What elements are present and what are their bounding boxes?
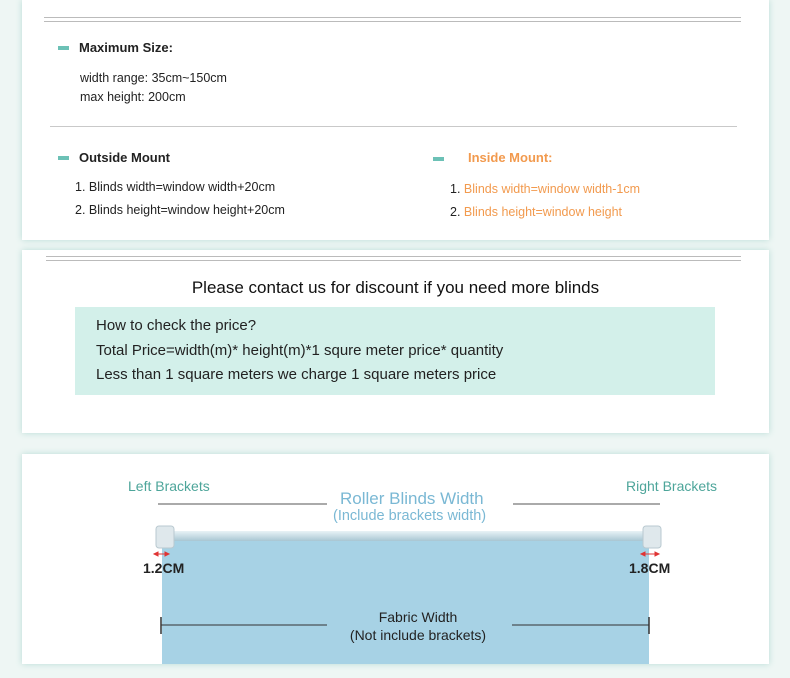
max-size-heading: Maximum Size: bbox=[79, 40, 173, 55]
item-text: Blinds width=window width+20cm bbox=[88, 180, 276, 194]
item-number: 2. bbox=[75, 203, 86, 217]
top-divider bbox=[46, 256, 741, 261]
item-number: 1. bbox=[75, 180, 86, 194]
width-range-text: width range: 35cm~150cm bbox=[80, 71, 227, 85]
item-text: Blinds width=window width-1cm bbox=[463, 182, 641, 196]
right-brackets-label: Right Brackets bbox=[626, 478, 718, 494]
discount-title: Please contact us for discount if you need more blinds bbox=[191, 278, 600, 297]
roller-width-note: (Include brackets width) bbox=[333, 508, 487, 524]
section-divider bbox=[50, 126, 737, 127]
right-gap-arrow bbox=[641, 552, 659, 556]
item-number: 1. bbox=[450, 182, 461, 196]
bullet-dash-icon bbox=[58, 46, 69, 50]
bullet-dash-icon bbox=[433, 157, 444, 161]
item-text: Blinds height=window height+20cm bbox=[88, 203, 285, 217]
price-info-line: Less than 1 square meters we charge 1 square meters price bbox=[96, 366, 497, 383]
roller-tube bbox=[156, 531, 661, 541]
inside-mount-heading: Inside Mount: bbox=[468, 150, 553, 165]
right-bracket bbox=[643, 526, 661, 548]
price-info-line: Total Price=width(m)* height(m)*1 squre meter price* quantity bbox=[96, 342, 504, 359]
left-brackets-label: Left Brackets bbox=[128, 478, 210, 494]
left-gap-label: 1.2CM bbox=[143, 560, 185, 576]
roller-diagram-card bbox=[22, 454, 769, 664]
fabric-width-label: Fabric Width bbox=[378, 609, 458, 625]
right-gap-label: 1.8CM bbox=[629, 560, 671, 576]
left-bracket bbox=[156, 526, 174, 548]
outside-mount-item bbox=[75, 180, 275, 194]
left-gap-arrow bbox=[154, 552, 169, 556]
inside-mount-item bbox=[450, 205, 622, 219]
outside-mount-heading: Outside Mount bbox=[79, 150, 170, 165]
fabric-width-note: (Not include brackets) bbox=[349, 627, 487, 643]
item-number: 2. bbox=[450, 205, 461, 219]
top-divider bbox=[44, 17, 741, 22]
pricing-card bbox=[22, 250, 769, 433]
blind-fabric bbox=[162, 538, 649, 664]
inside-mount-item bbox=[450, 182, 640, 196]
size-mount-card bbox=[22, 0, 769, 240]
bullet-dash-icon bbox=[58, 156, 69, 160]
max-height-text: max height: 200cm bbox=[80, 90, 186, 104]
price-info-line: How to check the price? bbox=[96, 317, 257, 334]
item-text: Blinds height=window height bbox=[463, 205, 623, 219]
roller-width-label: Roller Blinds Width bbox=[340, 489, 484, 508]
price-info-box bbox=[75, 307, 715, 395]
outside-mount-item bbox=[75, 203, 285, 217]
